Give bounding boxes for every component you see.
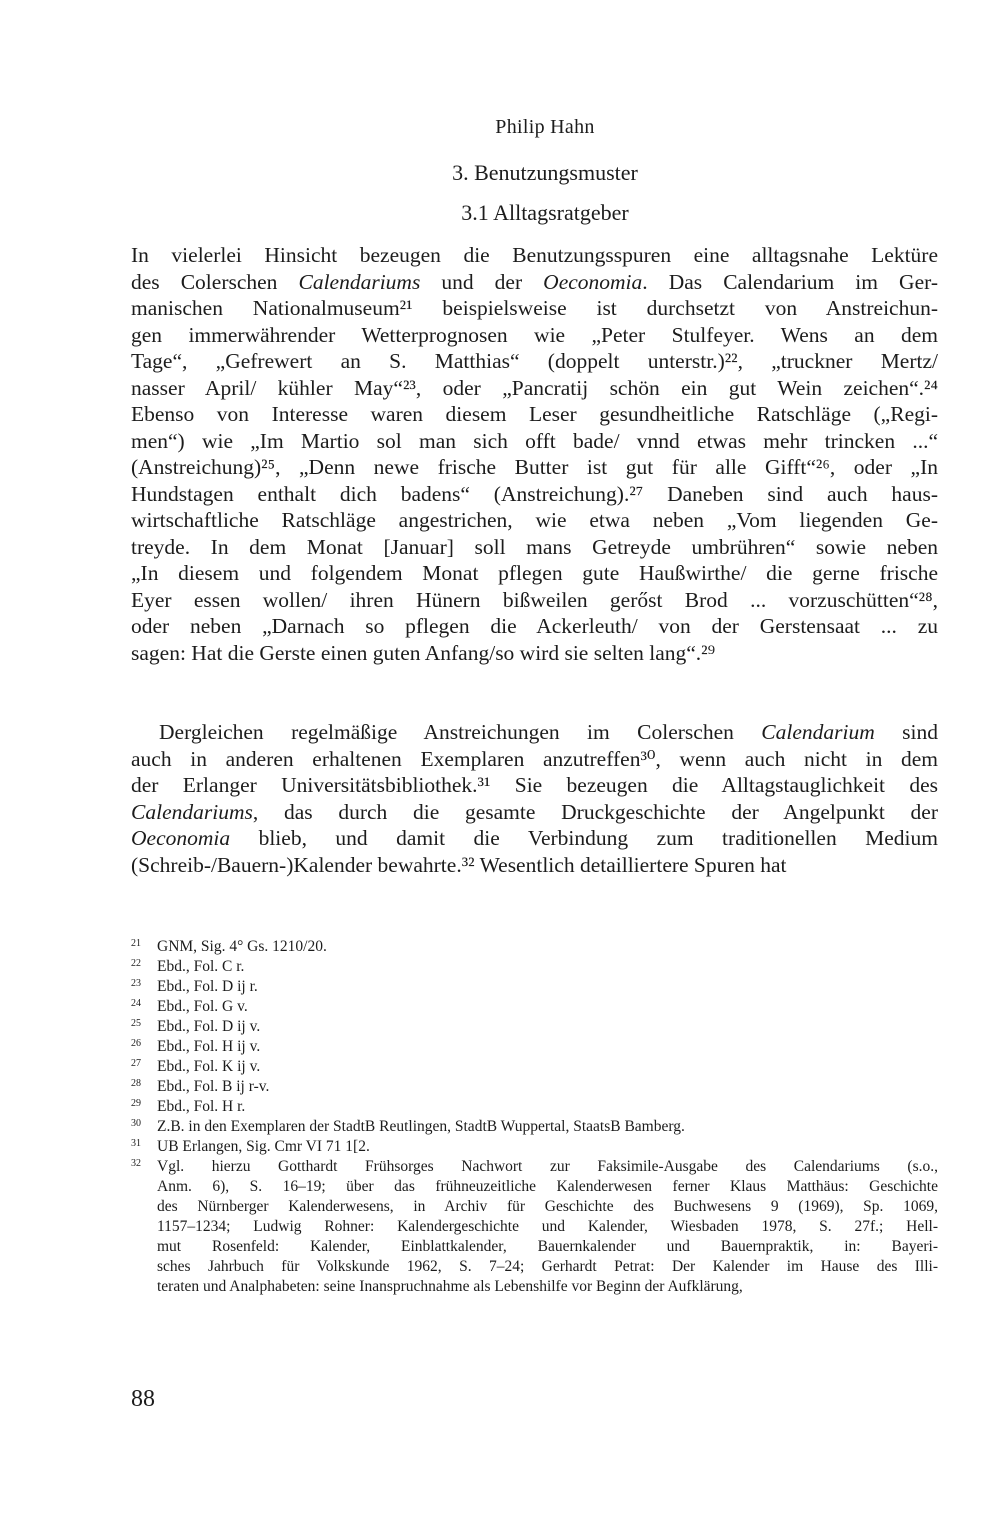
text-line: Dergleichen regelmäßige Anstreichungen im Colerschen Calendarium sind — [159, 720, 938, 744]
text-line: der Erlanger Universitätsbibliothek.³¹ Sie bezeugen die Alltagstauglichkeit des — [131, 773, 938, 797]
footnote-line: 1157–1234; Ludwig Rohner: Kalendergeschichte und Kalender, Wiesbaden 1978, S. 27f.; Hell- — [157, 1218, 938, 1235]
footnote-text: Ebd., Fol. D ij r. — [157, 978, 258, 995]
paragraph-1 — [131, 242, 938, 666]
footnote-text: Ebd., Fol. H ij v. — [157, 1038, 261, 1055]
footnote-text: GNM, Sig. 4° Gs. 1210/20. — [157, 938, 327, 955]
text-line: treyde. In dem Monat [Januar] soll mans Getreyde umbrühren“ sowie neben — [131, 534, 938, 559]
footnote-line: Anm. 6), S. 16–19; über das frühneuzeitliche Kalenderwesen ferner Klaus Matthäus: Geschichte — [157, 1178, 938, 1195]
footnote-number: 21 — [131, 938, 141, 949]
text-line: (Anstreichung)²⁵, „Denn newe frische Butter ist gut für alle Gifft“²⁶, oder „In — [131, 455, 938, 479]
text-line: oder neben „Darnach so pflegen die Ackerleuth/ von der Gerstensaat ... zu — [131, 614, 938, 638]
text-line: In vielerlei Hinsicht bezeugen die Benutzungsspuren eine alltagsnahe Lektüre — [131, 243, 938, 267]
footnote-number: 24 — [131, 998, 141, 1009]
text-line: Eyer essen wollen/ ihren Hünern bißweilen gerőst Brod ... vorzuschütten“²⁸, — [131, 587, 938, 612]
footnote-line: mut Rosenfeld: Kalender, Einblattkalender, Bauernkalender und Bauernpraktik, in: Bayeri- — [157, 1238, 938, 1255]
text-line: Ebenso von Interesse waren diesem Leser gesundheitliche Ratschläge („Regi- — [131, 402, 938, 426]
footnote-number: 23 — [131, 978, 141, 989]
footnote-text: Ebd., Fol. K ij v. — [157, 1058, 261, 1075]
text-line: Oeconomia blieb, und damit die Verbindung zum traditionellen Medium — [131, 826, 938, 850]
text-line: des Colerschen Calendariums und der Oeconomia. Das Calendarium im Ger- — [131, 269, 938, 294]
footnote — [131, 1037, 938, 1057]
footnote-number: 25 — [131, 1018, 141, 1029]
footnote-number: 32 — [131, 1158, 141, 1169]
footnote-text: Ebd., Fol. G v. — [157, 998, 248, 1015]
footnote-line: des Nürnberger Kalenderwesens, in Archiv für Geschichte des Buchwesens 9 (1969), Sp. 1069, — [157, 1198, 938, 1215]
footnote — [131, 937, 938, 957]
running-head: Philip Hahn — [495, 116, 595, 138]
text-line: Tage“, „Gefrewert an S. Matthias“ (doppelt unterstr.)²², „truckner Mertz/ — [131, 349, 938, 373]
text-line: men“) wie „Im Martio sol man sich offt bade/ vnnd etwas mehr trincken ...“ — [131, 428, 938, 453]
footnote — [131, 997, 938, 1017]
footnote-number: 31 — [131, 1138, 141, 1149]
footnote-text: UB Erlangen, Sig. Cmr VI 71 1[2. — [157, 1138, 370, 1155]
footnote-number: 28 — [131, 1078, 141, 1089]
footnote-text: Ebd., Fol. H r. — [157, 1098, 246, 1115]
text-line: manischen Nationalmuseum²¹ beispielsweise ist durchsetzt von Anstreichun- — [131, 296, 938, 320]
footnote-line: sches Jahrbuch für Volkskunde 1962, S. 7–24; Gerhardt Petrat: Der Kalender im Hause des Illi- — [157, 1258, 938, 1275]
text-line: Calendariums, das durch die gesamte Druckgeschichte der Angelpunkt der — [131, 799, 938, 824]
footnote-number: 29 — [131, 1098, 141, 1109]
footnote — [131, 1117, 938, 1137]
footnote — [131, 1137, 938, 1157]
text-line: wirtschaftliche Ratschläge angestrichen, wie etwa neben „Vom liegenden Ge- — [131, 508, 938, 532]
footnote-number: 30 — [131, 1118, 141, 1129]
text-line: Hundstagen enthalt dich badens“ (Anstreichung).²⁷ Daneben sind auch haus- — [131, 481, 938, 506]
text-line: auch in anderen erhaltenen Exemplaren anzutreffen³⁰, wenn auch nicht in dem — [131, 746, 938, 771]
footnote-text: Ebd., Fol. D ij v. — [157, 1018, 261, 1035]
footnote — [131, 1097, 938, 1117]
footnote — [131, 957, 938, 977]
footnote — [131, 977, 938, 997]
text-line: nasser April/ kühler May“²³, oder „Pancratij schön ein gut Wein zeichen“.²⁴ — [131, 375, 938, 400]
footnote-text: Ebd., Fol. C r. — [157, 958, 245, 975]
footnote-line: teraten und Analphabeten: seine Inanspruchnahme als Lebenshilfe vor Beginn der Aufklärung, — [157, 1278, 743, 1295]
footnote — [131, 1057, 938, 1077]
footnotes — [131, 937, 938, 1297]
page-number: 88 — [131, 1386, 155, 1412]
footnote — [131, 1077, 938, 1097]
section-heading: 3. Benutzungsmuster — [452, 160, 638, 185]
text-line: sagen: Hat die Gerste einen guten Anfang/so wird sie selten lang“.²⁹ — [131, 640, 716, 665]
footnote-number: 22 — [131, 958, 141, 969]
footnote — [131, 1157, 938, 1297]
footnote-text: Z.B. in den Exemplaren der StadtB Reutlingen, StadtB Wuppertal, StaatsB Bamberg. — [157, 1118, 685, 1135]
text-line: gen immerwährender Wetterprognosen wie „Peter Stulfeyer. Wens an dem — [131, 322, 938, 347]
footnote-number: 26 — [131, 1038, 141, 1049]
text-line: (Schreib-/Bauern-)Kalender bewahrte.³² Wesentlich detailliertere Spuren hat — [131, 852, 787, 877]
footnote-line: Vgl. hierzu Gotthardt Frühsorges Nachwort zur Faksimile-Ausgabe des Calendariums (s.o., — [157, 1158, 938, 1175]
footnote-text: Ebd., Fol. B ij r-v. — [157, 1078, 270, 1095]
paragraph-2 — [131, 719, 938, 878]
footnote — [131, 1017, 938, 1037]
text-line: „In diesem und folgendem Monat pflegen gute Haußwirthe/ die gerne frische — [131, 561, 938, 585]
footnote-number: 27 — [131, 1058, 141, 1069]
subsection-heading: 3.1 Alltagsratgeber — [461, 200, 629, 225]
